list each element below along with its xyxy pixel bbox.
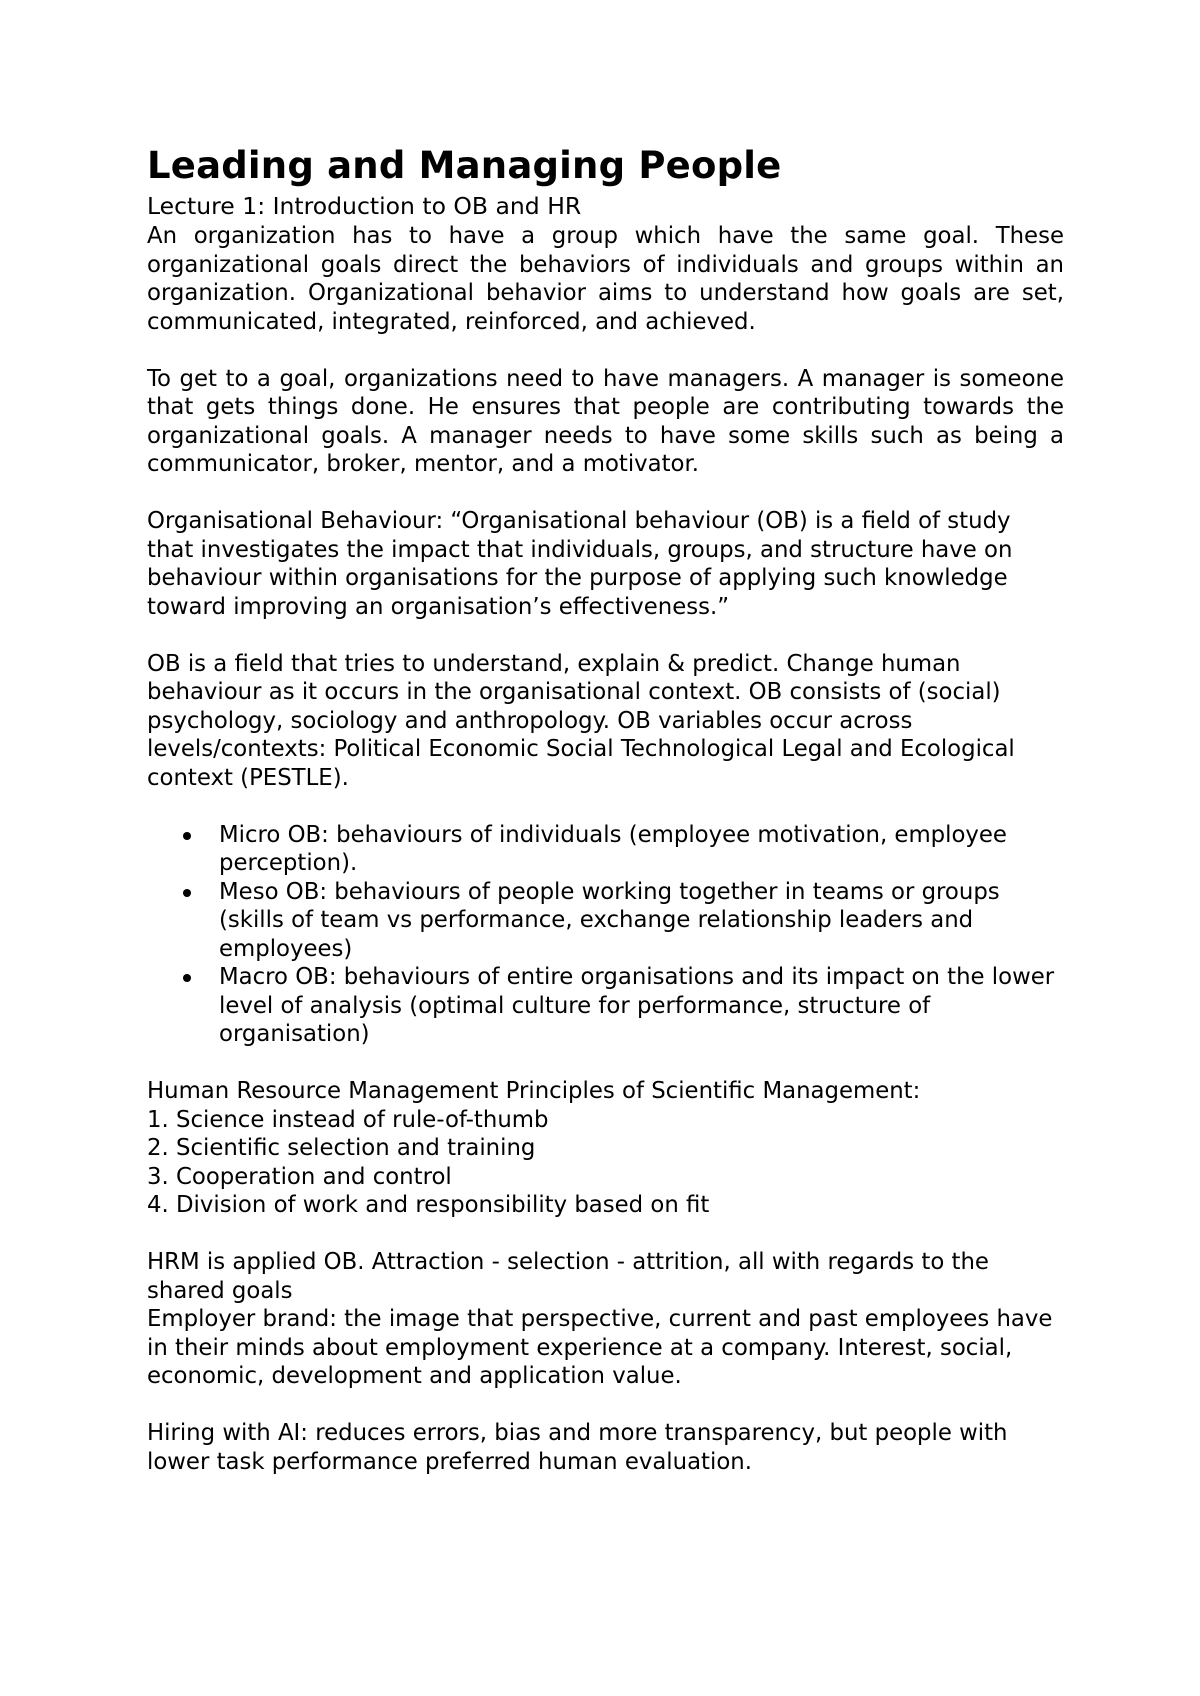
list-item-text: Macro OB: behaviours of entire organisations and its impact on the lower level of analysis (optimal culture for performance, structure of organisation) xyxy=(219,964,1055,1047)
paragraph-organization-goals: An organization has to have a group which have the same goal. These organizational goals direct the behaviors of individuals and groups within an organization. Organizational behavior aims to understand how goals are set, communicated, integrated, reinforced, and achieved. xyxy=(147,223,1064,335)
lecture-subtitle: Lecture 1: Introduction to OB and HR xyxy=(147,192,582,220)
bullet-icon xyxy=(183,832,191,840)
list-item xyxy=(219,821,1064,878)
list-item-text: Micro OB: behaviours of individuals (employee motivation, employee perception). xyxy=(219,821,1007,876)
bullet-icon xyxy=(183,889,191,897)
paragraph-spacer xyxy=(147,479,1064,508)
paragraph-hiring-ai: Hiring with AI: reduces errors, bias and more transparency, but people with lower task performance preferred human evaluation. xyxy=(147,1420,1008,1475)
paragraph-spacer xyxy=(147,621,1064,650)
list-item xyxy=(219,963,1064,1049)
paragraph-spacer xyxy=(147,1049,1064,1078)
paragraph-spacer xyxy=(147,336,1064,365)
paragraph-hrm-applied: HRM is applied OB. Attraction - selection - attrition, all with regards to the shared goals xyxy=(147,1249,989,1304)
hrm-principles-heading: Human Resource Management Principles of Scientific Management: xyxy=(147,1078,921,1104)
paragraph-ob-field: OB is a field that tries to understand, explain & predict. Change human behaviour as it occurs in the organisational context. OB consists of (social) psychology, sociology and anthropology. OB variables occur across levels/contexts: Political Economic Social Technological Legal and Ecological context (PESTLE). xyxy=(147,650,1015,791)
principles-list xyxy=(147,1106,1064,1220)
document-title: Leading and Managing People xyxy=(147,144,782,187)
list-item: 3. Cooperation and control xyxy=(147,1163,452,1190)
paragraph-spacer xyxy=(147,1391,1064,1420)
paragraph-spacer xyxy=(147,792,1064,821)
list-item: 2. Scientific selection and training xyxy=(147,1135,536,1161)
paragraph-managers: To get to a goal, organizations need to have managers. A manager is someone that gets things done. He ensures that people are contributing towards the organizational goals. A manager needs to have some skills such as being a communicator, broker, mentor, and a motivator. xyxy=(147,365,1064,477)
ob-levels-list xyxy=(147,821,1064,1049)
paragraph-ob-definition: Organisational Behaviour: “Organisational behaviour (OB) is a field of study that investigates the impact that individuals, groups, and structure have on behaviour within organisations for the purpose of applying such knowledge toward improving an organisation’s effectiveness.” xyxy=(147,508,1013,620)
list-item xyxy=(219,878,1064,964)
list-item: 4. Division of work and responsibility based on fit xyxy=(147,1192,710,1218)
list-item: 1. Science instead of rule-of-thumb xyxy=(147,1106,549,1133)
paragraph-employer-brand: Employer brand: the image that perspective, current and past employees have in their minds about employment experience at a company. Interest, social, economic, development and application value. xyxy=(147,1306,1053,1389)
bullet-icon xyxy=(183,974,191,982)
list-item-text: Meso OB: behaviours of people working together in teams or groups (skills of team vs performance, exchange relationship leaders and employees) xyxy=(219,878,1000,962)
paragraph-spacer xyxy=(147,1220,1064,1249)
